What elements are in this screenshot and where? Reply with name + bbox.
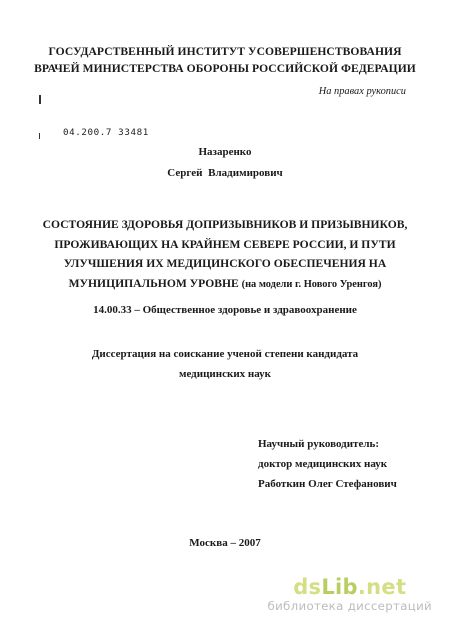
specialty-code: 14.00.33 – Общественное здоровье и здравоохранение bbox=[93, 304, 357, 316]
scan-mark-tick-small bbox=[39, 133, 40, 139]
supervisor-name: Работкин Олег Стефанович bbox=[258, 478, 397, 490]
title-model-note: (на модели г. Нового Уренгоя) bbox=[241, 278, 382, 290]
logo-ds: ds bbox=[293, 575, 322, 599]
title-line-2: ПРОЖИВАЮЩИХ НА КРАЙНЕМ СЕВЕРЕ РОССИИ, И ПУТИ bbox=[54, 237, 396, 251]
watermark-subtitle: библиотека диссертаций bbox=[267, 599, 432, 613]
supervisor-degree: доктор медицинских наук bbox=[258, 458, 388, 470]
degree-line-2: медицинских наук bbox=[178, 368, 272, 380]
author-surname: Назаренко bbox=[198, 146, 252, 158]
degree-line-1: Диссертация на соискание ученой степени кандидата bbox=[91, 348, 359, 360]
manuscript-rights-note: На правах рукописи bbox=[318, 86, 406, 97]
institution-line-2: ВРАЧЕЙ МИНИСТЕРСТВА ОБОРОНЫ РОССИЙСКОЙ ФЕДЕРАЦИИ bbox=[34, 62, 416, 75]
library-stamp-number: 04.200.7 33481 bbox=[63, 127, 149, 138]
title-line-4 bbox=[0, 274, 450, 295]
logo-lib: Lib bbox=[321, 575, 358, 599]
scan-mark-tick bbox=[39, 95, 41, 104]
dslib-logo[interactable] bbox=[268, 575, 432, 599]
supervisor-block bbox=[258, 434, 397, 494]
institution-line-1: ГОСУДАРСТВЕННЫЙ ИНСТИТУТ УСОВЕРШЕНСТВОВАНИЯ bbox=[48, 45, 402, 58]
dissertation-degree bbox=[0, 344, 450, 384]
logo-net: .net bbox=[357, 575, 407, 599]
dslib-watermark[interactable] bbox=[268, 575, 432, 613]
dissertation-title bbox=[0, 215, 450, 294]
supervisor-role: Научный руководитель: bbox=[258, 438, 379, 450]
institution-header bbox=[0, 43, 450, 77]
author-given-name: Сергей Владимирович bbox=[167, 167, 283, 179]
title-line-1: СОСТОЯНИЕ ЗДОРОВЬЯ ДОПРИЗЫВНИКОВ И ПРИЗЫВНИКОВ, bbox=[42, 218, 408, 231]
title-line-3: УЛУЧШЕНИЯ ИХ МЕДИЦИНСКОГО ОБЕСПЕЧЕНИЯ НА bbox=[63, 257, 387, 270]
city-year: Москва – 2007 bbox=[189, 537, 261, 549]
title-line-4-main: МУНИЦИПАЛЬНОМ УРОВНЕ bbox=[68, 276, 239, 290]
